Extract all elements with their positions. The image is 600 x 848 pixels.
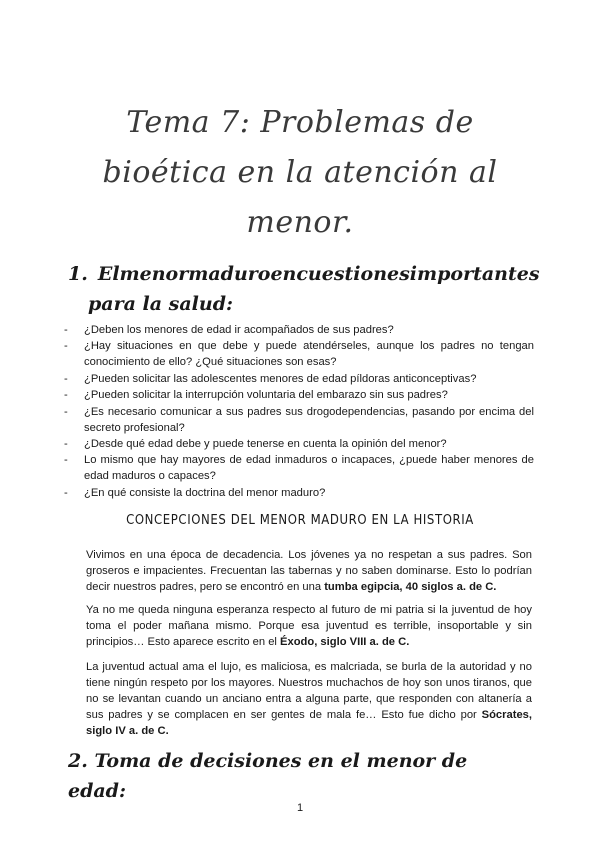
bullet-dash: - <box>64 437 68 450</box>
source-socrates: Sócrates, siglo IV a. de C. <box>86 709 532 737</box>
bullet-dash: - <box>64 340 68 353</box>
bullet-dash: - <box>64 454 68 467</box>
list-item: - ¿En qué consiste la doctrina del menor maduro? <box>64 486 326 499</box>
paragraph-egypt: Vivimos en una época de decadencia. Los jóvenes ya no respetan a sus padres. Son groseros e impacientes. Frecuentan las tabernas y no saben dominarse. Esto lo podrían decir nuestros padres, pero se encontró en una tumba egipcia, 40 siglos a. de C. <box>86 549 532 593</box>
bullet-dash: - <box>64 389 68 402</box>
section-1-word: importantes <box>409 263 540 285</box>
section-1-word: 1. El <box>68 263 120 285</box>
section-1-word: en <box>270 263 297 285</box>
title-line-1: Tema 7: Problemas de <box>126 105 474 140</box>
list-item: - Lo mismo que hay mayores de edad inmaduros o incapaces, ¿puede haber menores de edad maduros o capaces? <box>64 454 534 483</box>
list-item: - ¿Hay situaciones en que debe y puede atendérseles, aunque los padres no tengan conocimiento de ello? ¿Qué situaciones son esas? <box>64 340 534 369</box>
section-1-number: 1. <box>68 263 88 285</box>
paragraph-exodus: Ya no me queda ninguna esperanza respecto al futuro de mi patria si la juventud de hoy toma el poder mañana mismo. Porque esa juventud es terrible, insoportable y sin principios… Esto aparece escrito en el Éxodo, siglo VIII a. de C. <box>86 604 532 648</box>
section-1-word: maduro <box>188 263 271 285</box>
history-subheading: CONCEPCIONES DEL MENOR MADURO EN LA HISTORIA <box>126 513 474 528</box>
bullet-dash: - <box>64 324 68 336</box>
bullet-dash: - <box>64 405 68 418</box>
section-1-heading <box>68 259 540 319</box>
section-1-word: menor <box>119 263 189 285</box>
list-item: - ¿Deben los menores de edad ir acompañados de sus padres? <box>64 324 394 336</box>
list-item: - ¿Pueden solicitar las adolescentes menores de edad píldoras anticonceptivas? <box>64 372 477 385</box>
bullet-dash: - <box>64 486 68 499</box>
source-exodus: Éxodo, siglo VIII a. de C. <box>280 636 410 648</box>
section-2-heading: 2. Toma de decisiones en el menor de edad: <box>68 750 468 802</box>
section-1-word: cuestiones <box>296 263 410 285</box>
title-line-2: bioética en la atención al <box>102 155 498 190</box>
title-line-3: menor. <box>246 205 354 240</box>
document-title <box>60 98 540 248</box>
bullet-dash: - <box>64 372 68 385</box>
source-egypt: tumba egipcia, 40 siglos a. de C. <box>324 581 497 593</box>
list-item: - ¿Pueden solicitar la interrupción voluntaria del embarazo sin sus padres? <box>64 389 448 402</box>
question-list <box>60 322 534 501</box>
list-item: - ¿Desde qué edad debe y puede tenerse en cuenta la opinión del menor? <box>64 437 447 450</box>
section-1-heading-line-1 <box>68 259 540 289</box>
paragraph-socrates: La juventud actual ama el lujo, es maliciosa, es malcriada, se burla de la autoridad y no tiene ningún respeto por los mayores. Nuestros muchachos de hoy son unos tiranos, que no se levantan cuando un anciano entra a alguna parte, que responden con altanería a sus padres y se complacen en ser gentes de mala fe… Esto fue dicho por Sócrates, siglo IV a. de C. <box>86 661 532 737</box>
list-item: - ¿Es necesario comunicar a sus padres sus drogodependencias, pasando por encima del secreto profesional? <box>64 405 534 434</box>
page-number: 1 <box>296 802 304 814</box>
section-1-heading-line-2: para la salud: <box>88 293 234 315</box>
